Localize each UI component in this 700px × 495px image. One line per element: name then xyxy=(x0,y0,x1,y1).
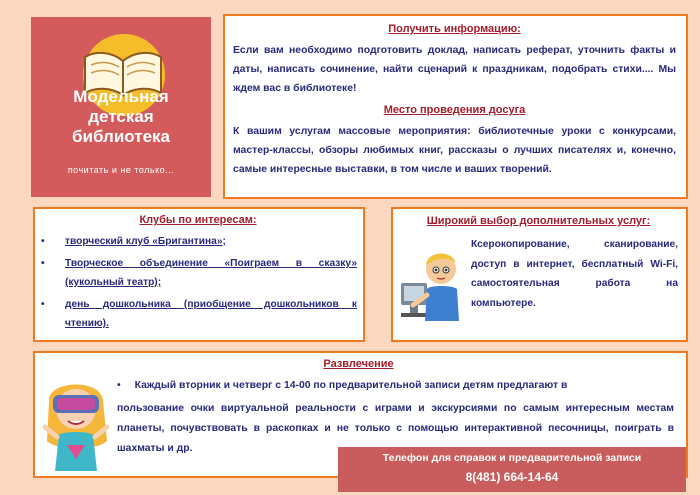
contact-label: Телефон для справок и предварительной записи xyxy=(382,452,642,464)
info-box xyxy=(223,14,688,199)
services-box xyxy=(391,207,688,342)
leisure-heading: Место проведения досуга xyxy=(383,104,526,116)
library-logo xyxy=(31,17,211,197)
bullet-icon: • xyxy=(117,380,121,391)
boy-at-computer-icon xyxy=(399,243,465,325)
info-text: Если вам необходимо подготовить доклад, написать реферат, уточнить факты и даты, написать сочинение, найти сценарий к праздникам, подобрать стихи.... Мы ждем вас в библиотеке! xyxy=(233,45,676,94)
info-heading: Получить информацию: xyxy=(388,23,521,35)
clubs-list xyxy=(39,232,357,333)
logo-title xyxy=(31,87,211,147)
bullet-icon: • xyxy=(41,299,45,310)
phone-number[interactable]: 8(481) 664-14-64 xyxy=(465,470,559,484)
list-item xyxy=(39,254,357,292)
clubs-heading: Клубы по интересам: xyxy=(139,214,257,226)
entertainment-heading: Развлечение xyxy=(323,358,394,370)
logo-title-line2: детская xyxy=(88,107,154,126)
services-heading: Широкий выбор дополнительных услуг: xyxy=(426,215,651,227)
logo-subtitle: почитать и не только... xyxy=(67,165,175,175)
leisure-text: К вашим услугам массовые мероприятия: библиотечные уроки с конкурсами, мастер-классы, обзоры любимых книг, рассказы о лучших писателях и, конечно, самые интересные выставки, в том числе и ваших творений. xyxy=(233,126,676,175)
list-item xyxy=(39,295,357,333)
logo-title-line3: библиотека xyxy=(72,127,170,146)
contact-banner xyxy=(338,447,686,492)
bullet-icon: • xyxy=(41,236,45,247)
services-text: Ксерокопирование, сканирование, доступ в интернет, бесплатный Wi-Fi, самостоятельная работа на компьютере. xyxy=(471,239,678,309)
bullet-icon: • xyxy=(41,258,45,269)
list-item xyxy=(39,232,357,251)
club-item: Творческое объединение «Поиграем в сказку» (кукольный театр); xyxy=(65,258,357,288)
entertainment-line1 xyxy=(117,376,676,395)
club-item: творческий клуб «Бригантина»; xyxy=(65,236,226,247)
entertainment-text: пользование очки виртуальной реальности с играми и экскурсиями по самым интересным местам планеты, почувствовать в раскопках и не только с помощью интерактивной песочницы, поиграть в шахматы и др. xyxy=(117,403,674,454)
girl-vr-headset-icon xyxy=(41,371,113,475)
entertainment-first-line: Каждый вторник и четверг с 14-00 по предварительной записи детям предлагают в xyxy=(134,380,568,391)
club-item: день дошкольника (приобщение дошкольников к чтению). xyxy=(65,299,357,329)
logo-title-line1: Модельная xyxy=(73,87,169,106)
clubs-box xyxy=(33,207,365,342)
